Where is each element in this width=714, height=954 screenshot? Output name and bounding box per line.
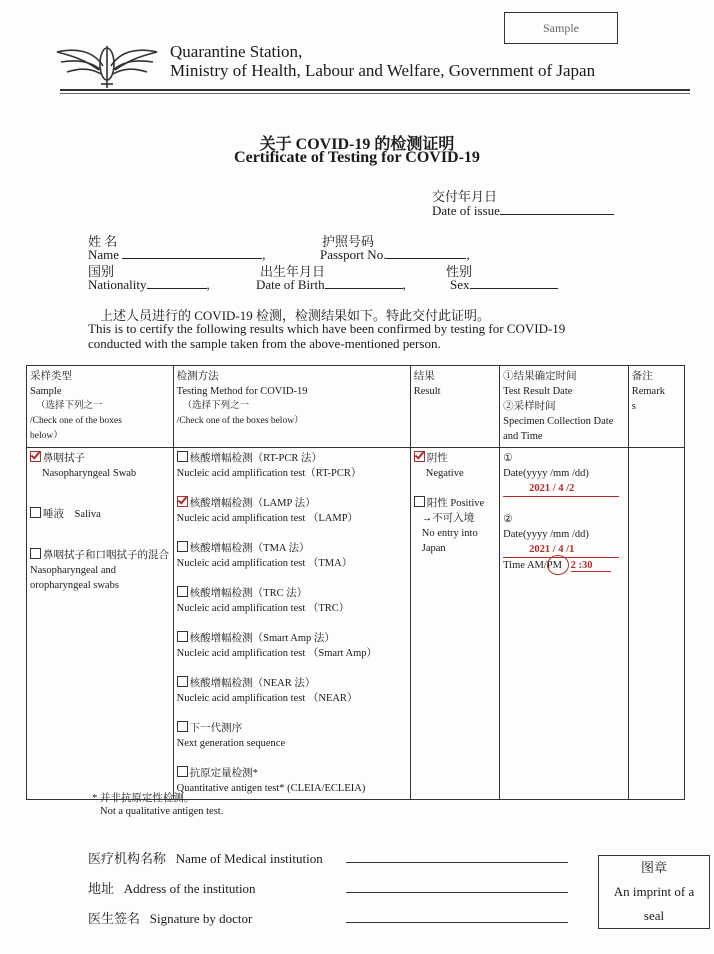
- result-label: Japan: [421, 543, 446, 554]
- method-option[interactable]: [177, 676, 407, 691]
- address-label: [88, 878, 256, 897]
- method-label-zh: 核酸增幅检测（Smart Amp 法）: [189, 633, 335, 644]
- quarantine-emblem-icon: [55, 40, 159, 92]
- dob-field[interactable]: Date of Birth ,: [256, 277, 406, 292]
- method-checkbox[interactable]: [177, 721, 188, 732]
- header-text: Remark: [631, 386, 665, 397]
- method-checkbox[interactable]: [177, 451, 188, 462]
- table-header-row: [27, 366, 685, 448]
- header-text: 结果: [413, 371, 435, 382]
- footer-label-zh: 地址: [88, 881, 115, 896]
- method-label-zh: 核酸增幅检测（TMA 法）: [189, 543, 310, 554]
- method-label-zh: 核酸增幅检测（RT-PCR 法）: [189, 453, 322, 464]
- method-label-zh: 抗原定量检测*: [189, 768, 258, 779]
- name-field[interactable]: Name ,: [88, 247, 266, 262]
- sample-label-en: Saliva: [74, 509, 101, 520]
- remarks-cell[interactable]: [628, 448, 684, 800]
- footer-label-en: Address of the institution: [123, 881, 256, 896]
- method-option[interactable]: [177, 721, 407, 736]
- method-label-en: Next generation sequence: [176, 738, 286, 749]
- sex-label-en: Sex: [450, 277, 470, 292]
- header-text: Sample: [30, 386, 62, 397]
- sample-checkbox[interactable]: [30, 507, 41, 518]
- result-option-negative[interactable]: [414, 451, 496, 466]
- footer-label-en: Name of Medical institution: [175, 851, 323, 866]
- header-text: Result: [413, 386, 441, 397]
- passport-field[interactable]: Passport No. ,: [320, 247, 470, 262]
- dob-label-zh: 出生年月日: [260, 264, 326, 279]
- method-checkbox-checked[interactable]: [177, 496, 188, 507]
- footnote-en: Not a qualitative antigen test.: [100, 806, 224, 817]
- statement-en-1: This is to certify the following results which have been confirmed by testing for COVID-19: [88, 321, 566, 336]
- institution-name-label: [88, 848, 323, 867]
- date-mark: ①: [503, 453, 513, 464]
- pm-circle-mark: [547, 555, 569, 575]
- title-chinese: 关于 COVID-19 的检测证明: [259, 136, 455, 153]
- result-label: No entry into: [421, 528, 478, 539]
- sample-option-mixed[interactable]: [30, 548, 170, 563]
- sample-label-zh: 鼻咽拭子和口咽拭子的混合: [43, 550, 169, 561]
- org-line-2: Ministry of Health, Labour and Welfare, Government of Japan: [170, 61, 596, 80]
- result-date-value[interactable]: 2021 / 4 /2: [503, 481, 619, 497]
- method-label-zh: 核酸增幅检测（LAMP 法）: [189, 498, 316, 509]
- footer-label-zh: 医生签名: [88, 911, 141, 926]
- header-text: /Check one of the boxes below）: [176, 416, 304, 426]
- collection-time-value[interactable]: 2 :30: [571, 560, 611, 572]
- sex-label-zh: 性别: [446, 264, 473, 279]
- sample-watermark: [504, 12, 618, 44]
- method-label-en: Quantitative antigen test* (CLEIA/ECLEIA): [176, 783, 366, 794]
- method-checkbox[interactable]: [177, 586, 188, 597]
- sample-options: [27, 448, 174, 800]
- method-label-en: Nucleic acid amplification test （Smart Amp）: [176, 648, 377, 659]
- header-rule-thin: [60, 93, 690, 94]
- header-text: Specimen Collection Date: [503, 416, 614, 427]
- issue-label-zh: 交付年月日: [432, 189, 498, 204]
- method-label-en: Nucleic acid amplification test （TMA）: [176, 558, 353, 569]
- sample-checkbox[interactable]: [30, 548, 41, 559]
- footnote-zh: * 并非抗原定性检测。: [92, 793, 195, 804]
- header-text: （选择下列之一: [36, 401, 103, 411]
- date-mark: ②: [503, 514, 513, 525]
- nationality-label-zh: 国别: [88, 264, 115, 279]
- result-label: 阳性 Positive: [426, 498, 485, 509]
- header-remarks: [628, 366, 684, 448]
- date-format-label: Date(yyyy /mm /dd): [503, 529, 589, 540]
- name-label-en: Name: [88, 247, 120, 262]
- org-line-1: Quarantine Station,: [170, 42, 303, 61]
- method-checkbox[interactable]: [177, 541, 188, 552]
- header-text: /Check one of the boxes: [30, 416, 122, 426]
- seal-box: [598, 855, 710, 929]
- dob-label-en: Date of Birth: [256, 277, 325, 292]
- result-label-en: Negative: [425, 468, 464, 479]
- header-text: Test Result Date: [503, 386, 573, 397]
- header-text: 采样类型: [30, 371, 72, 382]
- sample-label-zh: 鼻咽拭子: [43, 453, 85, 464]
- collection-time-row: [503, 558, 625, 573]
- header-sample: [27, 366, 174, 448]
- header-text: ②采样时间: [503, 401, 556, 412]
- method-checkbox[interactable]: [177, 766, 188, 777]
- sample-label: Sample: [543, 21, 579, 35]
- method-label-en: Nucleic acid amplification test （TRC）: [176, 603, 350, 614]
- result-label-zh: 阴性: [426, 453, 448, 464]
- sample-label-zh: 唾液: [43, 509, 64, 520]
- seal-label-en: seal: [643, 908, 665, 923]
- header-text: below）: [30, 431, 63, 441]
- footer-label-zh: 医疗机构名称: [88, 851, 167, 866]
- method-option[interactable]: [177, 541, 407, 556]
- header-text: ①结果确定时间: [503, 371, 577, 382]
- passport-label-zh: 护照号码: [322, 234, 375, 249]
- nationality-label-en: Nationality: [88, 277, 147, 292]
- header-text: 备注: [631, 371, 653, 382]
- method-label-en: Nucleic acid amplification test（RT-PCR）: [176, 468, 362, 479]
- address-line[interactable]: [346, 892, 568, 893]
- header-result: [410, 366, 499, 448]
- result-checkbox-checked[interactable]: [414, 451, 425, 462]
- results-table: [26, 365, 685, 800]
- method-option[interactable]: [177, 766, 407, 781]
- seal-label-en: An imprint of a: [613, 884, 695, 899]
- issue-date-field[interactable]: [432, 202, 614, 219]
- result-label: →不可入境: [421, 513, 475, 524]
- header-rule: [60, 89, 690, 91]
- result-checkbox[interactable]: [414, 496, 425, 507]
- sample-label-en: Nasopharyngeal Swab: [42, 468, 137, 479]
- method-label-zh: 核酸增幅检测（NEAR 法）: [189, 678, 316, 689]
- header-text: s: [631, 401, 636, 412]
- name-label-zh: 姓 名: [88, 234, 118, 249]
- signature-line[interactable]: [346, 922, 568, 923]
- date-cell: [500, 448, 629, 800]
- date-format-label: Date(yyyy /mm /dd): [503, 468, 589, 479]
- result-option-positive[interactable]: [414, 496, 496, 511]
- method-checkbox[interactable]: [177, 676, 188, 687]
- method-option[interactable]: [177, 631, 407, 646]
- header-method: [173, 366, 410, 448]
- footer-label-en: Signature by doctor: [149, 911, 253, 926]
- statement-zh: 上述人员进行的 COVID-19 检测，检测结果如下。特此交付此证明。: [100, 308, 490, 323]
- method-label-en: Nucleic acid amplification test （NEAR）: [176, 693, 358, 704]
- table-body-row: [27, 448, 685, 800]
- seal-label-zh: 图章: [640, 860, 667, 875]
- nationality-field[interactable]: Nationality ,: [88, 277, 210, 292]
- issue-label-en: Date of issue: [432, 203, 500, 218]
- header-date: [500, 366, 629, 448]
- collection-date-value[interactable]: 2021 / 4 /1: [503, 542, 619, 558]
- signature-label: [88, 908, 252, 927]
- sample-option-saliva[interactable]: [30, 507, 170, 522]
- header-text: （选择下列之一: [182, 401, 250, 411]
- statement-en-2: conducted with the sample taken from the above-mentioned person.: [88, 336, 441, 351]
- header-text: Testing Method for COVID-19: [176, 386, 308, 397]
- header-text: and Time: [503, 431, 543, 442]
- method-checkbox[interactable]: [177, 631, 188, 642]
- time-label: Time AM/PM: [503, 560, 562, 571]
- method-option[interactable]: [177, 586, 407, 601]
- method-label-zh: 核酸增幅检测（TRC 法）: [189, 588, 308, 599]
- method-options: [173, 448, 410, 800]
- method-option[interactable]: [177, 496, 407, 511]
- method-label-zh: 下一代测序: [189, 723, 243, 734]
- header-text: 检测方法: [176, 371, 219, 382]
- method-option[interactable]: [177, 451, 407, 466]
- sample-option-nasopharyngeal[interactable]: [30, 451, 170, 466]
- title-english: Certificate of Testing for COVID-19: [234, 149, 480, 166]
- passport-label-en: Passport No.: [320, 247, 387, 262]
- sex-field[interactable]: [450, 276, 558, 293]
- institution-name-line[interactable]: [346, 862, 568, 863]
- result-options: [410, 448, 499, 800]
- sample-label-en: Nasopharyngeal and oropharyngeal swabs: [30, 565, 119, 591]
- sample-checkbox-checked[interactable]: [30, 451, 41, 462]
- method-label-en: Nucleic acid amplification test （LAMP）: [176, 513, 359, 524]
